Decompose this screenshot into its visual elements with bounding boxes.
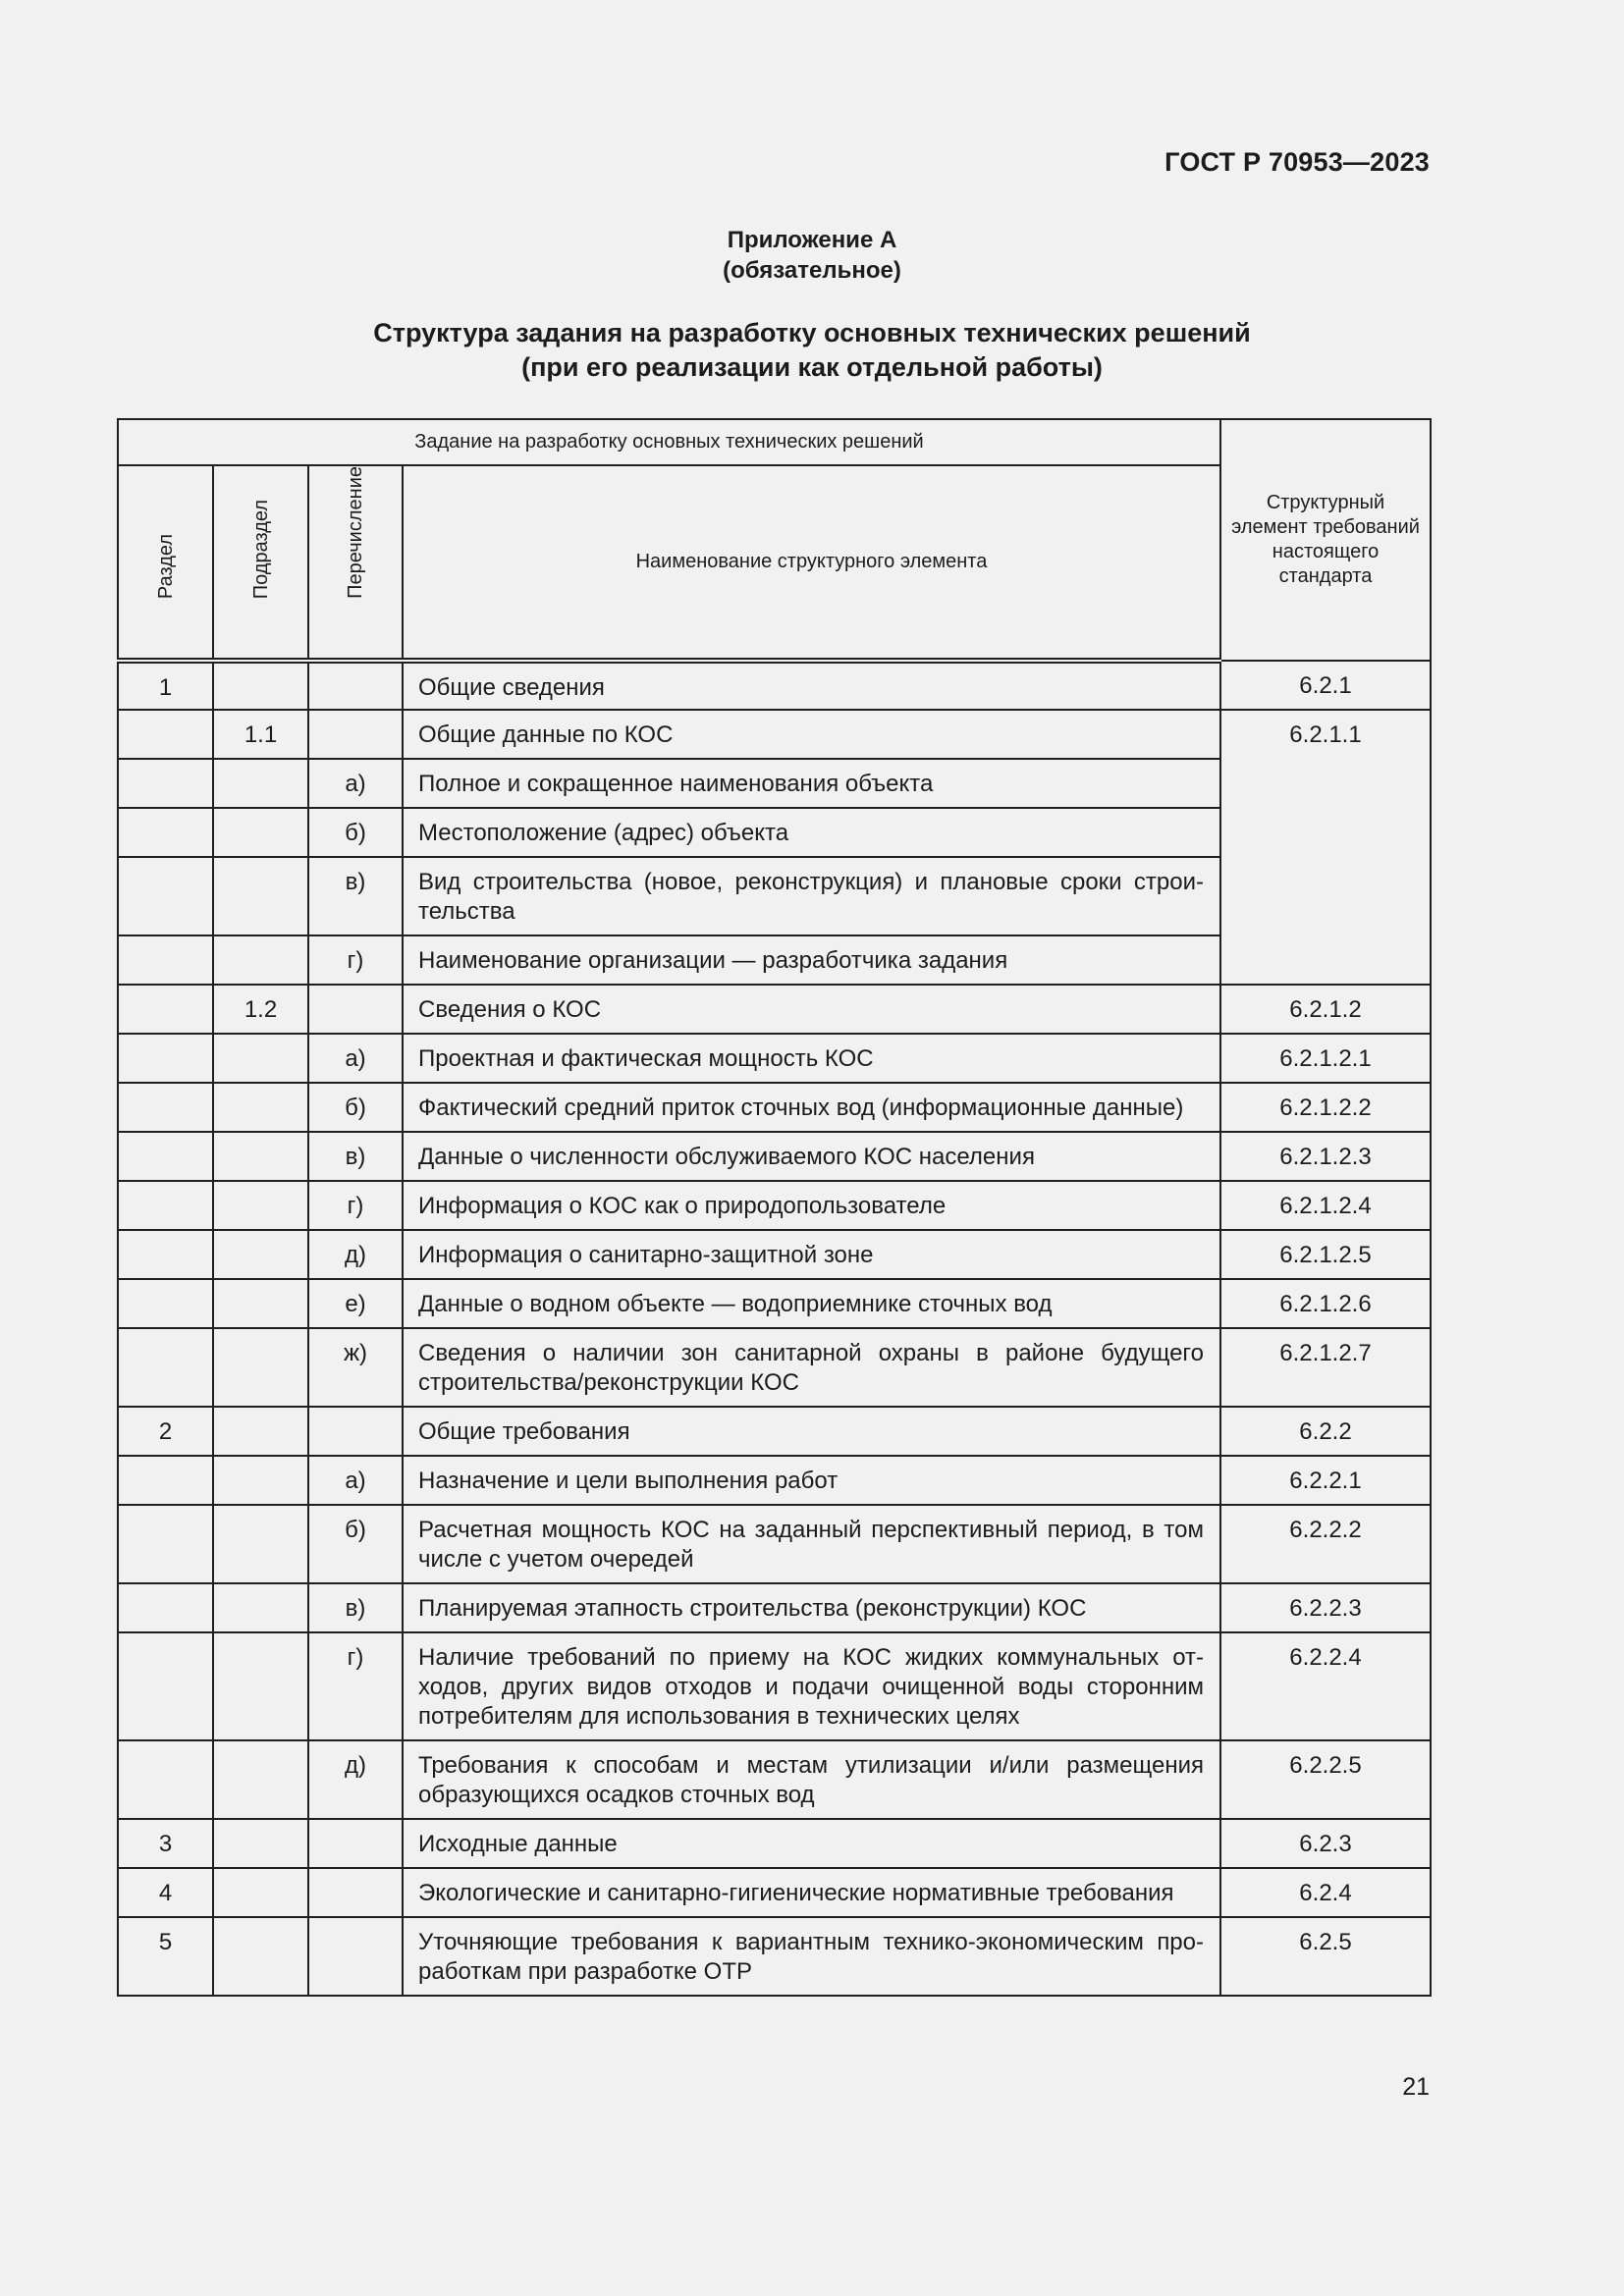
cell-enumeration: а): [308, 1456, 403, 1505]
cell-enumeration: г): [308, 1181, 403, 1230]
cell-reference: 6.2.1: [1220, 661, 1431, 710]
cell-reference: 6.2.2.4: [1220, 1632, 1431, 1740]
table-row: [118, 1583, 1431, 1632]
cell-name: Сведения о КОС: [403, 985, 1220, 1034]
cell-subsection: [213, 661, 308, 710]
cell-name: Планируемая этапность строительства (реконструкции) КОС: [403, 1583, 1220, 1632]
cell-name: Назначение и цели выполнения работ: [403, 1456, 1220, 1505]
cell-section: [118, 1132, 213, 1181]
cell-section: [118, 1328, 213, 1407]
table-row: [118, 985, 1431, 1034]
cell-name: Информация о санитарно-защитной зоне: [403, 1230, 1220, 1279]
cell-subsection: [213, 1456, 308, 1505]
cell-subsection: [213, 1917, 308, 1996]
page-number: 21: [1402, 2073, 1430, 2101]
cell-name: Исходные данные: [403, 1819, 1220, 1868]
cell-reference: 6.2.5: [1220, 1917, 1431, 1996]
cell-enumeration: [308, 1868, 403, 1917]
cell-subsection: [213, 808, 308, 857]
cell-section: [118, 1279, 213, 1328]
cell-subsection: [213, 1034, 308, 1083]
cell-name: Требования к способам и местам утилизации и/или размещения образующихся осадков сточных вод: [403, 1740, 1220, 1819]
column-header-reference: Структурный элемент требований настоящего стандарта: [1220, 419, 1431, 661]
cell-reference: 6.2.2.5: [1220, 1740, 1431, 1819]
table-row: [118, 1083, 1431, 1132]
cell-reference: 6.2.1.2.7: [1220, 1328, 1431, 1407]
column-header-section: Раздел: [118, 465, 213, 661]
cell-section: [118, 759, 213, 808]
cell-subsection: 1.2: [213, 985, 308, 1034]
cell-section: [118, 1456, 213, 1505]
cell-enumeration: [308, 710, 403, 759]
table-row: [118, 1328, 1431, 1407]
cell-section: [118, 1583, 213, 1632]
cell-name: Фактический средний приток сточных вод (информационные данные): [403, 1083, 1220, 1132]
table-row: [118, 1740, 1431, 1819]
cell-name: Данные о водном объекте — водоприемнике сточных вод: [403, 1279, 1220, 1328]
cell-reference: 6.2.1.2.4: [1220, 1181, 1431, 1230]
cell-subsection: [213, 1583, 308, 1632]
cell-reference: 6.2.1.2.1: [1220, 1034, 1431, 1083]
cell-section: 3: [118, 1819, 213, 1868]
cell-subsection: [213, 1740, 308, 1819]
table-row: [118, 1505, 1431, 1583]
document-code: ГОСТ Р 70953—2023: [1164, 147, 1430, 177]
cell-section: [118, 1034, 213, 1083]
cell-section: 5: [118, 1917, 213, 1996]
table-group-header: Задание на разработку основных технических решений: [118, 419, 1220, 465]
cell-subsection: [213, 1632, 308, 1740]
cell-name: Общие данные по КОС: [403, 710, 1220, 759]
cell-enumeration: [308, 1819, 403, 1868]
cell-name: Полное и сокращенное наименования объекта: [403, 759, 1220, 808]
table-row: [118, 1034, 1431, 1083]
table-row: [118, 1917, 1431, 1996]
cell-reference: 6.2.2.2: [1220, 1505, 1431, 1583]
cell-enumeration: е): [308, 1279, 403, 1328]
table-row: [118, 1456, 1431, 1505]
cell-enumeration: а): [308, 759, 403, 808]
cell-subsection: [213, 759, 308, 808]
cell-reference: 6.2.4: [1220, 1868, 1431, 1917]
cell-section: 1: [118, 661, 213, 710]
cell-subsection: [213, 1279, 308, 1328]
cell-section: 2: [118, 1407, 213, 1456]
cell-subsection: [213, 1505, 308, 1583]
table-row: [118, 1230, 1431, 1279]
cell-subsection: [213, 1230, 308, 1279]
cell-enumeration: б): [308, 808, 403, 857]
cell-subsection: 1.1: [213, 710, 308, 759]
cell-enumeration: б): [308, 1505, 403, 1583]
cell-enumeration: б): [308, 1083, 403, 1132]
cell-section: [118, 935, 213, 985]
cell-section: [118, 808, 213, 857]
table-title-line1: Структура задания на разработку основных технических решений: [373, 318, 1251, 347]
cell-reference: 6.2.2: [1220, 1407, 1431, 1456]
table-row: [118, 1407, 1431, 1456]
column-header-name: Наименование структурного элемента: [403, 465, 1220, 661]
cell-reference: 6.2.2.1: [1220, 1456, 1431, 1505]
cell-enumeration: в): [308, 1132, 403, 1181]
cell-name: Вид строительства (новое, реконструкция) и плановые сроки строи-тельства: [403, 857, 1220, 935]
annex-label: Приложение А: [727, 227, 897, 253]
table-row: [118, 1181, 1431, 1230]
cell-enumeration: а): [308, 1034, 403, 1083]
cell-name: Информация о КОС как о природопользователе: [403, 1181, 1220, 1230]
cell-subsection: [213, 1407, 308, 1456]
cell-enumeration: д): [308, 1740, 403, 1819]
cell-section: [118, 857, 213, 935]
cell-enumeration: д): [308, 1230, 403, 1279]
cell-subsection: [213, 1181, 308, 1230]
cell-name: Наименование организации — разработчика задания: [403, 935, 1220, 985]
cell-section: [118, 1083, 213, 1132]
cell-subsection: [213, 1819, 308, 1868]
cell-subsection: [213, 1083, 308, 1132]
cell-section: [118, 1230, 213, 1279]
cell-subsection: [213, 1868, 308, 1917]
cell-enumeration: г): [308, 1632, 403, 1740]
cell-reference: 6.2.1.1: [1220, 710, 1431, 985]
cell-section: [118, 1740, 213, 1819]
annex-status: (обязательное): [723, 257, 901, 284]
cell-reference: 6.2.1.2.2: [1220, 1083, 1431, 1132]
cell-enumeration: в): [308, 1583, 403, 1632]
table-row: [118, 1868, 1431, 1917]
cell-enumeration: ж): [308, 1328, 403, 1407]
cell-name: Наличие требований по приему на КОС жидких коммунальных от-ходов, других видов отходов и подачи очищенной воды сторонним потребителям для использования в технических целях: [403, 1632, 1220, 1740]
cell-name: Общие сведения: [403, 661, 1220, 710]
cell-name: Уточняющие требования к вариантным технико-экономическим про-работкам при разработке ОТР: [403, 1917, 1220, 1996]
cell-name: Данные о численности обслуживаемого КОС населения: [403, 1132, 1220, 1181]
cell-section: [118, 985, 213, 1034]
cell-reference: 6.2.2.3: [1220, 1583, 1431, 1632]
table-row: [118, 1632, 1431, 1740]
table-title-line2: (при его реализации как отдельной работы): [521, 352, 1103, 382]
table-row: [118, 1279, 1431, 1328]
cell-name: Проектная и фактическая мощность КОС: [403, 1034, 1220, 1083]
table-row: [118, 710, 1431, 759]
cell-reference: 6.2.3: [1220, 1819, 1431, 1868]
cell-reference: 6.2.1.2: [1220, 985, 1431, 1034]
table-row: [118, 1819, 1431, 1868]
table-row: [118, 1132, 1431, 1181]
cell-enumeration: [308, 1917, 403, 1996]
cell-subsection: [213, 1328, 308, 1407]
cell-subsection: [213, 1132, 308, 1181]
cell-enumeration: г): [308, 935, 403, 985]
cell-reference: 6.2.1.2.6: [1220, 1279, 1431, 1328]
cell-section: [118, 710, 213, 759]
structure-table: [117, 418, 1432, 1997]
cell-section: 4: [118, 1868, 213, 1917]
cell-enumeration: [308, 985, 403, 1034]
cell-name: Расчетная мощность КОС на заданный перспективный период, в том числе с учетом очередей: [403, 1505, 1220, 1583]
cell-name: Сведения о наличии зон санитарной охраны в районе будущего строительства/реконструкции КОС: [403, 1328, 1220, 1407]
table-row: [118, 661, 1431, 710]
cell-name: Экологические и санитарно-гигиенические нормативные требования: [403, 1868, 1220, 1917]
cell-enumeration: в): [308, 857, 403, 935]
column-header-subsection: Подраздел: [213, 465, 308, 661]
cell-section: [118, 1632, 213, 1740]
cell-name: Местоположение (адрес) объекта: [403, 808, 1220, 857]
cell-enumeration: [308, 661, 403, 710]
cell-reference: 6.2.1.2.3: [1220, 1132, 1431, 1181]
cell-subsection: [213, 857, 308, 935]
cell-reference: 6.2.1.2.5: [1220, 1230, 1431, 1279]
column-header-enumeration: Перечисление: [308, 465, 403, 661]
cell-section: [118, 1505, 213, 1583]
cell-subsection: [213, 935, 308, 985]
table-body: [118, 661, 1431, 1996]
cell-name: Общие требования: [403, 1407, 1220, 1456]
cell-enumeration: [308, 1407, 403, 1456]
cell-section: [118, 1181, 213, 1230]
